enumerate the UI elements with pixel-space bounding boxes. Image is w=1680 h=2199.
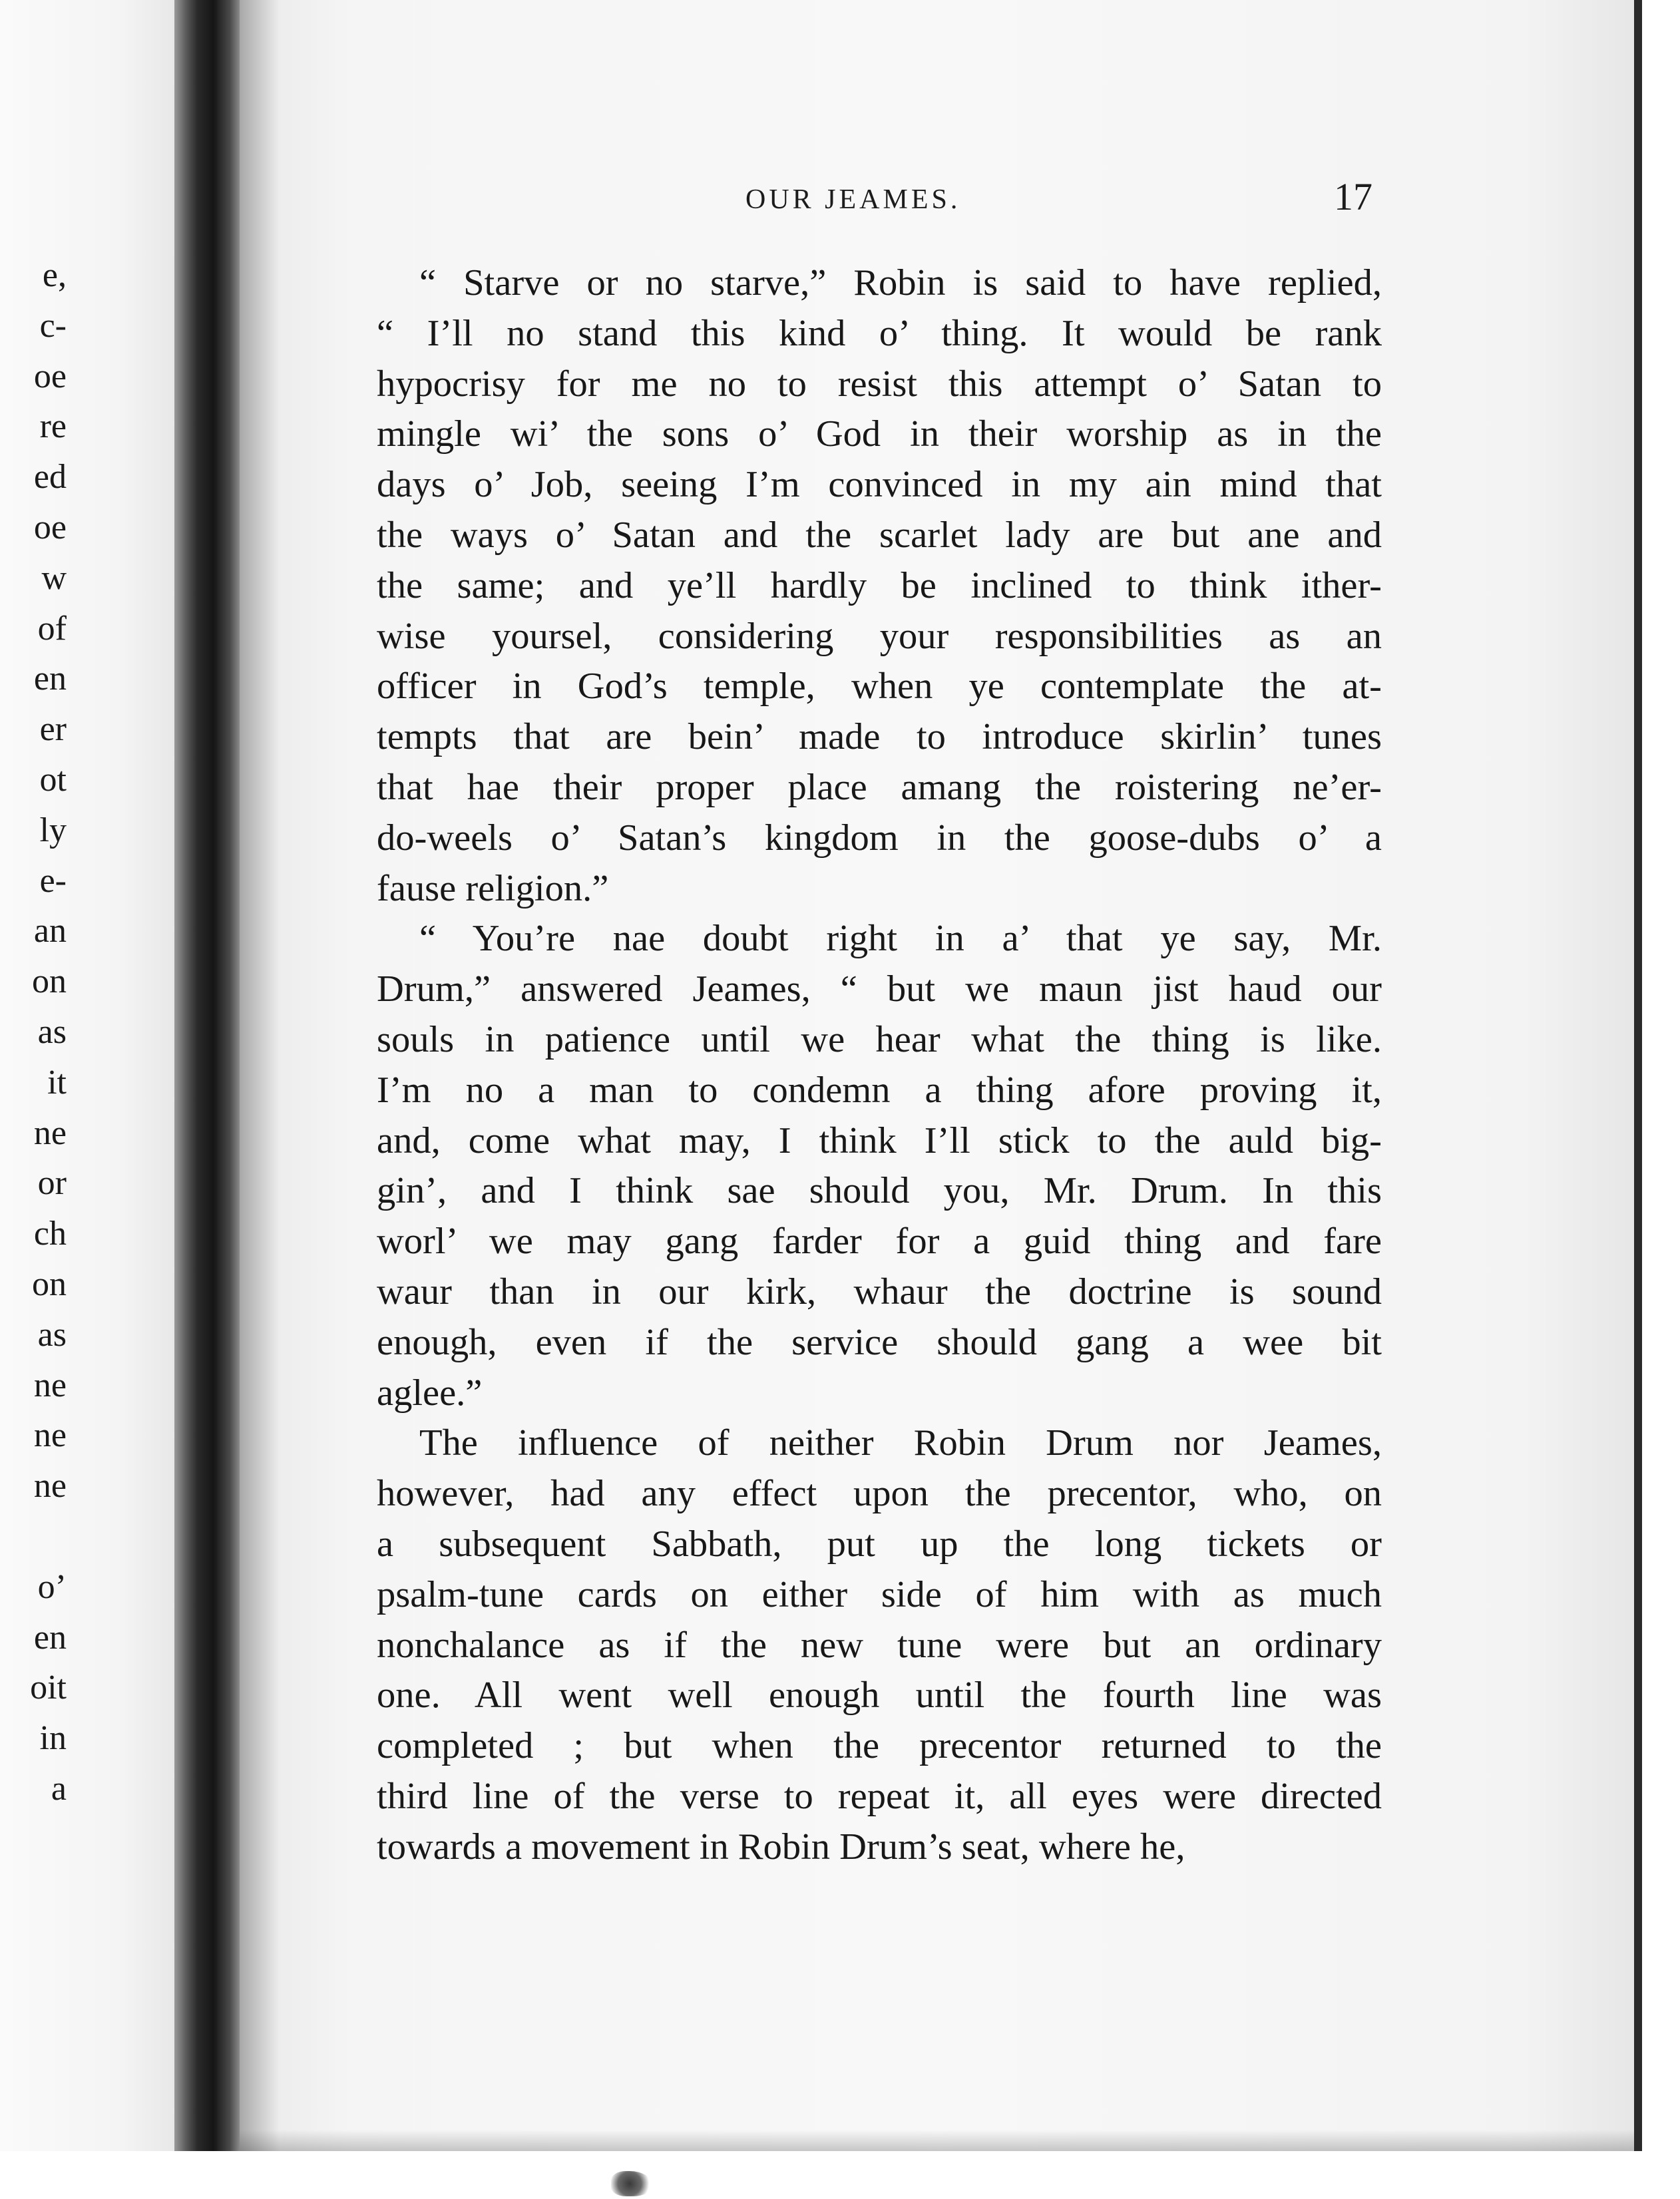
text-line: days o’ Job, seeing I’m convinced in my ain mind that xyxy=(377,464,1382,506)
text-line: and, come what may, I think I’ll stick to the auld big- xyxy=(377,1119,1382,1161)
text-line: gin’, and I think sae should you, Mr. Drum. In this xyxy=(377,1170,1382,1212)
facing-page-fragment: oe xyxy=(33,508,67,546)
facing-page-fragment: ne xyxy=(33,1467,67,1505)
gutter-shadow xyxy=(240,0,280,2199)
facing-page-fragment: oe xyxy=(33,357,67,395)
scan-margin-bottom xyxy=(0,2151,1680,2199)
text-line: fause religion.” xyxy=(377,867,609,909)
running-head: OUR JEAMES. xyxy=(745,184,961,215)
facing-page-fragment: of xyxy=(37,609,67,648)
facing-page-fragment: on xyxy=(32,962,67,1001)
facing-page-fragment: a xyxy=(51,1770,67,1808)
facing-page-fragment: w xyxy=(41,558,67,597)
page-number: 17 xyxy=(1334,175,1372,218)
text-line: worl’ we may gang farder for a guid thing and fare xyxy=(377,1221,1382,1263)
facing-page-fragment: re xyxy=(39,407,67,446)
scan-smudge xyxy=(611,2171,652,2196)
facing-page-fragment: c- xyxy=(39,306,67,345)
text-line: I’m no a man to condemn a thing afore proving it, xyxy=(377,1069,1382,1111)
book-spine xyxy=(174,0,240,2199)
facing-page-fragment: ly xyxy=(39,811,67,849)
facing-page-fragment: ot xyxy=(39,761,67,799)
facing-page-fragment: ed xyxy=(33,458,67,497)
facing-page-fragment: en xyxy=(33,1618,67,1657)
text-line: souls in patience until we hear what the thing is like. xyxy=(377,1018,1382,1060)
text-line: the same; and ye’ll hardly be inclined to think ither- xyxy=(377,564,1382,606)
facing-page-fragment: e, xyxy=(42,256,67,294)
text-line: psalm-tune cards on either side of him with as much xyxy=(377,1573,1382,1615)
facing-page-fragment: er xyxy=(39,710,67,749)
facing-page-fragment: it xyxy=(47,1063,67,1101)
text-line: wise yoursel, considering your responsibilities as an xyxy=(377,615,1382,657)
text-line: aglee.” xyxy=(377,1372,483,1414)
text-line: enough, even if the service should gang a wee bit xyxy=(377,1321,1382,1363)
facing-page-fragment: in xyxy=(39,1719,67,1758)
text-line: completed ; but when the precentor returned to the xyxy=(377,1725,1382,1767)
page-edge xyxy=(1634,0,1642,2199)
text-line: The influence of neither Robin Drum nor Jeames, xyxy=(419,1422,1382,1464)
facing-page-fragment: e- xyxy=(39,861,67,900)
text-line: officer in God’s temple, when ye contemplate the at- xyxy=(377,666,1382,707)
text-line: hypocrisy for me no to resist this attempt o’ Satan to xyxy=(377,363,1382,405)
facing-page-fragment: ne xyxy=(33,1366,67,1404)
text-line: one. All went well enough until the fourth line was xyxy=(377,1675,1382,1716)
text-line: nonchalance as if the new tune were but an ordinary xyxy=(377,1624,1382,1666)
text-line: third line of the verse to repeat it, all eyes were directed xyxy=(377,1775,1382,1817)
body-text xyxy=(377,258,1382,1873)
facing-page-fragment: as xyxy=(37,1013,67,1051)
facing-page-fragment: ch xyxy=(33,1215,67,1253)
facing-page-fragment: oit xyxy=(30,1669,67,1707)
text-line: that hae their proper place amang the roistering ne’er- xyxy=(377,766,1382,808)
facing-page-fragment: ne xyxy=(33,1416,67,1455)
scan-margin-right xyxy=(1642,0,1680,2199)
text-line: tempts that are bein’ made to introduce skirlin’ tunes xyxy=(377,716,1382,758)
text-line: a subsequent Sabbath, put up the long tickets or xyxy=(377,1523,1382,1565)
facing-page-fragment: o’ xyxy=(37,1567,67,1606)
text-line: mingle wi’ the sons o’ God in their worship as in the xyxy=(377,413,1382,455)
text-line: “ Starve or no starve,” Robin is said to have replied, xyxy=(419,262,1382,303)
text-line: however, had any effect upon the precentor, who, on xyxy=(377,1473,1382,1515)
text-line: Drum,” answered Jeames, “ but we maun jist haud our xyxy=(377,968,1382,1010)
text-line: the ways o’ Satan and the scarlet lady are but ane and xyxy=(377,514,1382,556)
facing-page-fragment: ne xyxy=(33,1113,67,1152)
facing-page-fragment: or xyxy=(37,1164,67,1203)
text-line: towards a movement in Robin Drum’s seat, where he, xyxy=(377,1826,1185,1868)
text-line: “ You’re nae doubt right in a’ that ye say, Mr. xyxy=(419,918,1382,960)
facing-page-fragment: an xyxy=(33,912,67,950)
text-line: do-weels o’ Satan’s kingdom in the goose-dubs o’ a xyxy=(377,817,1382,859)
text-line: “ I’ll no stand this kind o’ thing. It would be rank xyxy=(377,312,1382,354)
facing-page-fragment: en xyxy=(33,660,67,698)
text-line: waur than in our kirk, whaur the doctrine is sound xyxy=(377,1271,1382,1312)
facing-page-fragment: on xyxy=(32,1265,67,1303)
facing-page-fragment: as xyxy=(37,1315,67,1354)
facing-page-left xyxy=(0,0,174,2199)
